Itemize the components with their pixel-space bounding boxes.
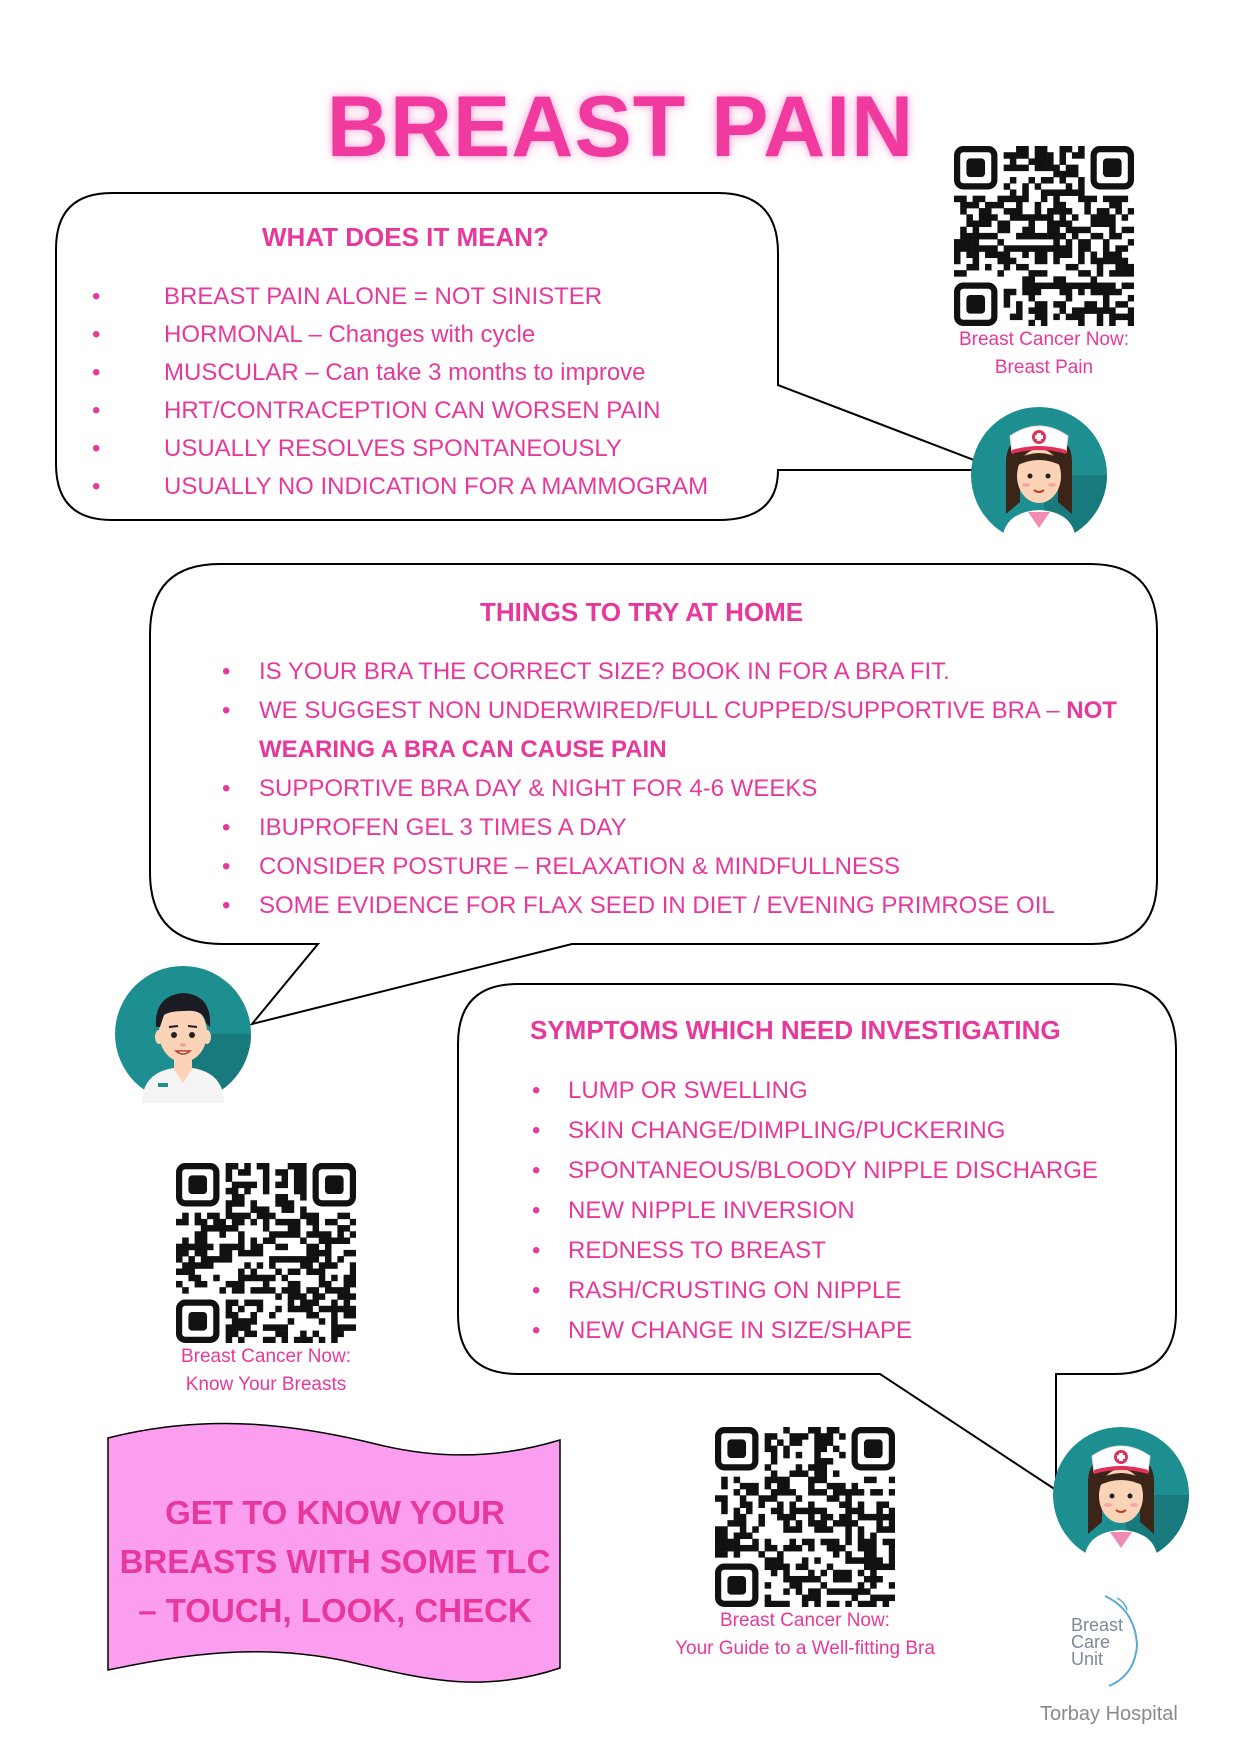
qr-caption-bra-guide: Breast Cancer Now: Your Guide to a Well-fitting Bra <box>675 1610 935 1659</box>
list-item: • REDNESS TO BREAST <box>532 1237 826 1264</box>
qr-code-know-your-breasts[interactable] <box>176 1163 356 1343</box>
heading-what-does-it-mean: WHAT DOES IT MEAN? <box>262 222 549 252</box>
list-item: • NEW CHANGE IN SIZE/SHAPE <box>532 1317 913 1344</box>
home-list <box>222 652 1142 925</box>
qr-code-breast-pain[interactable] <box>954 146 1134 326</box>
list-item: • MUSCULAR – Can take 3 months to improve <box>92 359 646 386</box>
list-item: • CONSIDER POSTURE – RELAXATION & MINDFULLNESS <box>222 853 901 880</box>
tlc-banner-text: GET TO KNOW YOUR BREASTS WITH SOME TLC – TOUCH, LOOK, CHECK <box>119 1494 551 1629</box>
list-item: • SPONTANEOUS/BLOODY NIPPLE DISCHARGE <box>532 1157 1098 1184</box>
qr-caption-know-your-breasts: Breast Cancer Now: Know Your Breasts <box>180 1346 351 1395</box>
list-item: • HRT/CONTRACEPTION CAN WORSEN PAIN <box>92 397 661 424</box>
list-item: • HORMONAL – Changes with cycle <box>92 321 536 348</box>
list-item: • BREAST PAIN ALONE = NOT SINISTER <box>92 283 603 310</box>
page-title: BREAST PAIN <box>326 79 915 175</box>
symptoms-list <box>532 1071 1098 1351</box>
hospital-name: Torbay Hospital <box>1040 1703 1178 1725</box>
doctor-avatar-icon <box>114 965 252 1103</box>
meaning-list <box>92 278 708 506</box>
list-item: • RASH/CRUSTING ON NIPPLE <box>532 1277 902 1304</box>
breast-care-unit-logo-text: Breast Care Unit <box>1071 1615 1124 1669</box>
list-item: • LUMP OR SWELLING <box>532 1077 808 1104</box>
list-item: • WE SUGGEST NON UNDERWIRED/FULL CUPPED/SUPPORTIVE BRA – NOT WEARING A BRA CAN CAUSE PAIN <box>222 697 1117 763</box>
list-item: • USUALLY NO INDICATION FOR A MAMMOGRAM <box>92 473 709 500</box>
nurse-avatar-icon <box>1052 1426 1190 1564</box>
heading-symptoms: SYMPTOMS WHICH NEED INVESTIGATING <box>530 1015 1061 1045</box>
qr-code-bra-guide[interactable] <box>715 1427 895 1607</box>
list-item: • NEW NIPPLE INVERSION <box>532 1197 855 1224</box>
list-item: • SOME EVIDENCE FOR FLAX SEED IN DIET / EVENING PRIMROSE OIL <box>222 892 1055 919</box>
heading-things-to-try: THINGS TO TRY AT HOME <box>480 597 804 627</box>
list-item: • IS YOUR BRA THE CORRECT SIZE? BOOK IN FOR A BRA FIT. <box>222 658 950 685</box>
nurse-avatar-icon <box>970 406 1108 544</box>
qr-caption-breast-pain: Breast Cancer Now: Breast Pain <box>958 329 1129 378</box>
list-item: • SKIN CHANGE/DIMPLING/PUCKERING <box>532 1117 1006 1144</box>
list-item: • USUALLY RESOLVES SPONTANEOUSLY <box>92 435 622 462</box>
list-item: • SUPPORTIVE BRA DAY & NIGHT FOR 4-6 WEEKS <box>222 775 818 802</box>
list-item: • IBUPROFEN GEL 3 TIMES A DAY <box>222 814 627 841</box>
